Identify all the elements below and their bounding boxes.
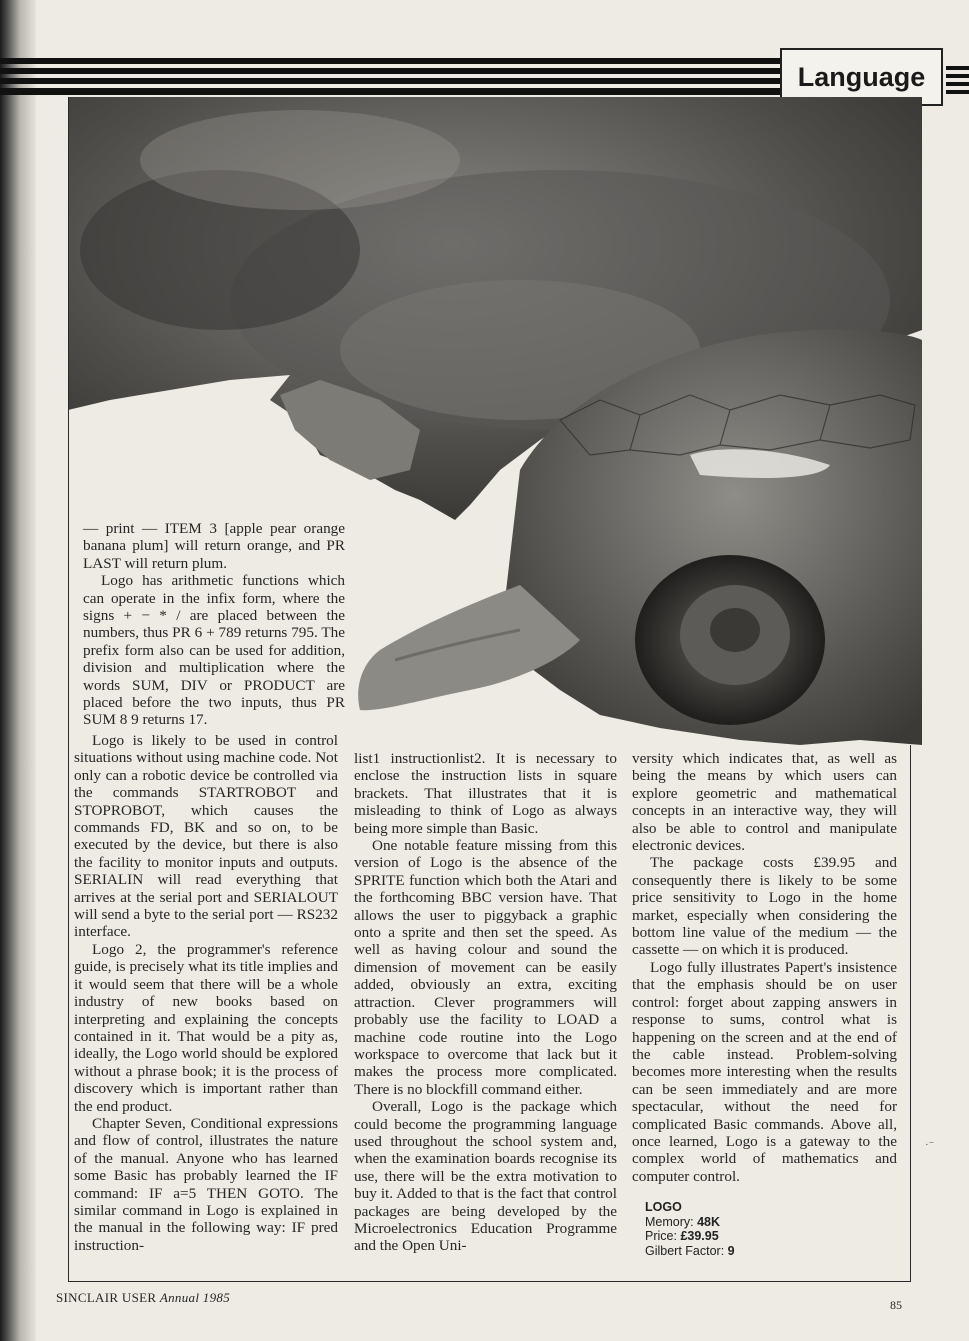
paragraph: — print — ITEM 3 [apple pear orange banana plum] will return orange, and PR LAST will return plum.: [83, 520, 345, 572]
issue-name: Annual 1985: [159, 1290, 230, 1305]
paragraph: Chapter Seven, Conditional expressions and flow of control, illustrates the nature of the manual. Anyone who has learned some Basic has probably learned the IF command: IF a=5 THEN GOTO. The similar command in Logo is explained in the manual in the following way: IF pred instruction-: [74, 1114, 338, 1254]
footer: [56, 1290, 230, 1306]
paragraph: The package costs £39.95 and consequently there is likely to be some price sensitivity to Logo in the home market, especially when considering the bottom line value of the medium — the cassette — on which it is produced.: [632, 854, 897, 959]
paragraph: versity which indicates that, as well as being the means by which users can explore geometric and mathematical concepts in an interactive way, they will also be able to control and manipulate electronic devices.: [632, 750, 897, 855]
paragraph: Logo fully illustrates Papert's insistence that the emphasis should be on user control: forget about zapping answers in response to sums, control what is happening on the screen and at the end of the cable instead. Problem-solving becomes more interesting when the results can be seen immediately and are more spectacular, without the need for complicated Basic commands. Above all, once learned, Logo is a gateway to the complex world of mathematics and computer control.: [632, 958, 897, 1185]
margin-mark: ·⁻: [925, 1139, 935, 1151]
specs-title: LOGO: [645, 1200, 682, 1214]
frame-bottom: [68, 1281, 911, 1282]
column-2: [354, 750, 617, 1255]
product-specs-box: [645, 1200, 885, 1258]
column-1-bottom: [74, 732, 338, 1254]
specs-gilbert-factor: Gilbert Factor: 9: [645, 1243, 735, 1258]
section-label: Language: [780, 48, 943, 106]
frame-left: [68, 97, 69, 1282]
frame-right: [910, 745, 911, 1282]
publication-name: SINCLAIR USER: [56, 1290, 157, 1305]
specs-price: Price: £39.95: [645, 1229, 719, 1244]
paragraph: list1 instructionlist2. It is necessary to enclose the instruction lists in square brackets. That illustrates that it is misleading to think of Logo as always being more simple than Basic.: [354, 750, 617, 837]
paragraph: Overall, Logo is the package which could become the programming language used throughout the school system and, when the examination boards recognise its use, there will be the extra motivation to buy it. Added to that is the fact that control packages are being developed by the Microelectronics Education Programme and the Open Uni-: [354, 1098, 617, 1255]
column-3: [632, 750, 897, 1185]
paragraph: Logo 2, the programmer's reference guide, is precisely what its title implies and it would seem that there will be a whole industry of new books based on interpreting and explaining the concepts contained in it. That would be a pity as, ideally, the Logo world should be explored without a phrase book; it is the process of discovery which is important rather than the end product.: [74, 940, 338, 1115]
paragraph: Logo has arithmetic functions which can operate in the infix form, where the signs + − * / are placed between the numbers, thus PR 6 + 789 returns 795. The prefix form also can be used for addition, division and multiplication where the words SUM, DIV or PRODUCT are placed before the two inputs, thus PR SUM 8 9 returns 17.: [83, 572, 345, 729]
column-1-top: [83, 520, 345, 729]
page-number: 85: [890, 1298, 902, 1312]
specs-memory: Memory: 48K: [645, 1214, 721, 1229]
paragraph: One notable feature missing from this version of Logo is the absence of the SPRITE function which both the Atari and the forthcoming BBC version have. That allows the user to piggyback a graphic onto a sprite and then set the speed. As well as having colour and sound the dimension of movement can be easily added, obviously an extra, exciting attraction. Clever programmers will probably use the facility to LOAD a machine code routine into the Logo workspace to overcome that lack but it makes the process more complicated. There is no blockfill command either.: [354, 837, 617, 1098]
paragraph: Logo is likely to be used in control situations without using machine code. Not only can a robotic device be controlled via the commands STARTROBOT and STOPROBOT, which causes the commands FD, BK and so on, to be executed by the device, but there is also the facility to monitor inputs and outputs. SERIALIN will read everything that arrives at the serial port and SERIALOUT will send a byte to the serial port — RS232 interface.: [74, 732, 338, 941]
